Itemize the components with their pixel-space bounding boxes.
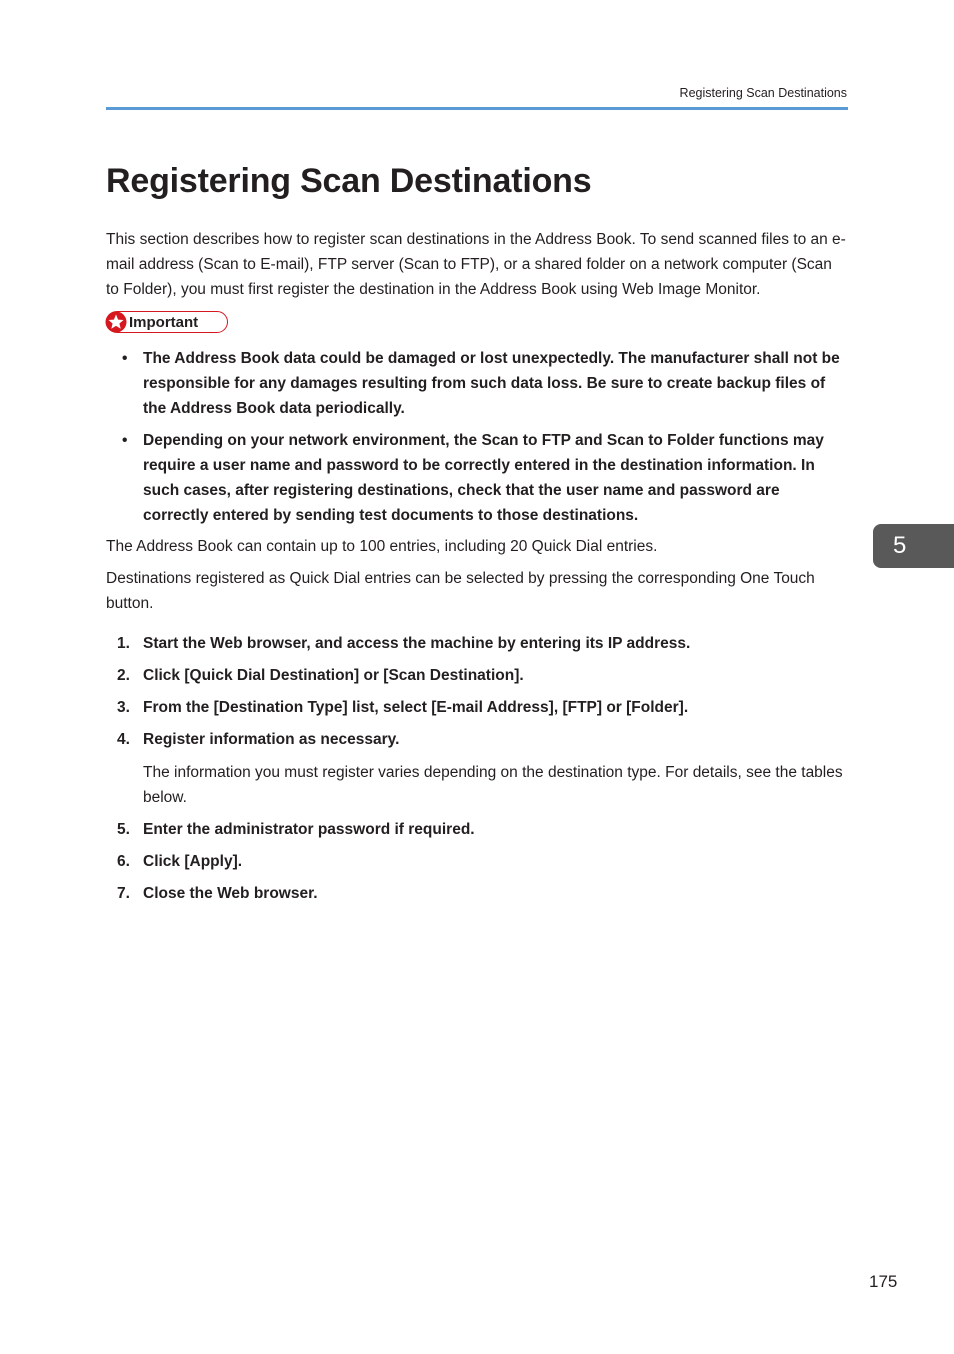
- important-callout: [106, 311, 228, 333]
- step-number: 7.: [117, 885, 130, 902]
- step-text: Register information as necessary.: [143, 731, 400, 748]
- bullet-text: Depending on your network environment, the Scan to FTP and Scan to Folder functions may require a user name and password to be correctly entered in the destination information. In such cases, after registering destinations, check that the user name and password are correctly entered by sending test documents to those destinations.: [143, 432, 824, 524]
- step-text: Click [Apply].: [143, 853, 243, 870]
- important-bullet-list: [106, 346, 848, 535]
- page-title: Registering Scan Destinations: [106, 162, 592, 200]
- step-text: Start the Web browser, and access the machine by entering its IP address.: [143, 635, 691, 652]
- step-4-detail: The information you must register varies depending on the destination type. For details, see the tables below.: [143, 764, 843, 806]
- step-text: From the [Destination Type] list, select [E-mail Address], [FTP] or [Folder].: [143, 699, 689, 716]
- important-label: Important: [129, 313, 199, 331]
- running-header: Registering Scan Destinations: [679, 86, 847, 100]
- step-number: 2.: [117, 667, 130, 684]
- step-number: 3.: [117, 699, 130, 716]
- bullet-icon: •: [122, 432, 128, 449]
- list-item: [106, 428, 848, 528]
- capacity-note: The Address Book can contain up to 100 entries, including 20 Quick Dial entries.: [106, 538, 658, 555]
- step-number: 4.: [117, 731, 130, 748]
- bullet-text: The Address Book data could be damaged or lost unexpectedly. The manufacturer shall not be responsible for any damages resulting from such data loss. Be sure to create backup files of the Address Book data periodically.: [143, 350, 840, 417]
- quick-dial-note: Destinations registered as Quick Dial entries can be selected by pressing the corresponding One Touch button.: [106, 570, 815, 612]
- step-number: 5.: [117, 821, 130, 838]
- step-text: Click [Quick Dial Destination] or [Scan Destination].: [143, 667, 524, 684]
- list-item: [106, 346, 848, 421]
- bullet-icon: •: [122, 350, 128, 367]
- page-number: 175: [869, 1272, 898, 1291]
- chapter-tab: 5: [873, 524, 954, 568]
- header-rule: [106, 107, 848, 110]
- star-icon: [105, 311, 127, 333]
- step-number: 1.: [117, 635, 130, 652]
- step-text: Close the Web browser.: [143, 885, 318, 902]
- step-number: 6.: [117, 853, 130, 870]
- intro-paragraph: This section describes how to register scan destinations in the Address Book. To send scanned files to an e-mail address (Scan to E-mail), FTP server (Scan to FTP), or a shared folder on a network computer (Scan to Folder), you must first register the destination in the Address Book using Web Image Monitor.: [106, 231, 846, 298]
- step-text: Enter the administrator password if required.: [143, 821, 475, 838]
